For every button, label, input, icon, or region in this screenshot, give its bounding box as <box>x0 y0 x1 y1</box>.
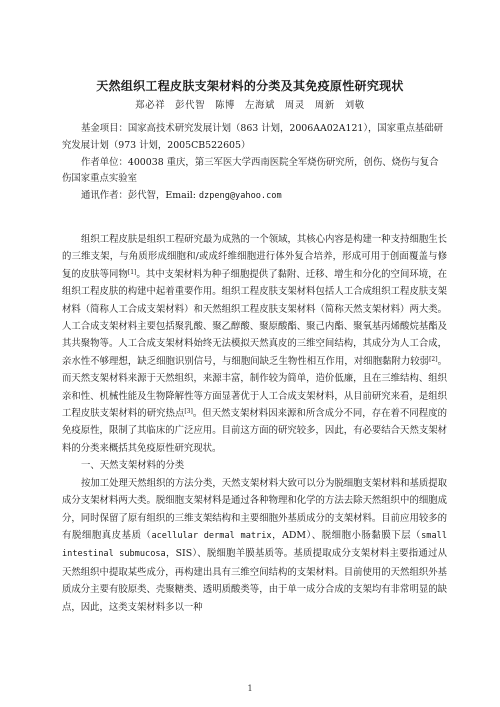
affiliation-note: 作者单位：400038 重庆，第三军医大学西南医院全军烧伤研究所，创伤、烧伤与复合伤国家重点实验室 <box>62 156 439 185</box>
section-heading: 一、天然支架材料的分类 <box>81 460 185 472</box>
intro-text-1: 组织工程皮肤是组织工程研究最为成熟的一个领域，其核心内容是构建一种支持细胞生长的三维支架，与角质形成细胞和/或成纤维细胞进行体外复合培养，形成可用于创面覆盖与修复的皮肤等同物 <box>62 234 447 280</box>
author-list: 郑必祥 彭代智 陈博 左海斌 周灵 周新 刘敬 <box>135 100 365 111</box>
funding-note: 基金项目：国家高技术研究发展计划（863 计划，2006AA02A121），国家重点基础研究发展计划（973 计划，2005CB522605） <box>62 123 444 151</box>
intro-text-2: 。其中支架材料为种子细胞提供了黏附、迁移、增生和分化的空间环境，在组织工程皮肤的构建中起着重要作用。组织工程皮肤支架材料包括人工合成组织工程皮肤支架材料（简称人工合成支架材料）和天然组织工程皮肤支架材料（简称天然支架材料）两大类。人工合成支架材料主要包括聚乳酸、聚乙醇酸、聚原酸酯、聚己内酯、聚氧基丙烯酸烷基酯及其共聚物等。人工合成支架材料始终无法模拟天然真皮的三维空间结构，其成分为人工合成，亲水性不够理想，缺乏细胞识别信号，与细胞间缺乏生物性相互作用，对细胞黏附力较弱 <box>62 268 447 367</box>
contact-label: 通讯作者：彭代智，Email: <box>81 190 199 202</box>
citation-1[interactable]: [1] <box>127 268 137 276</box>
front-matter <box>62 121 447 205</box>
paper-title: 天然组织工程皮肤支架材料的分类及其免疫原性研究现状 <box>96 79 404 93</box>
term-sis: small intestinal submucosa <box>62 530 447 560</box>
section-paragraph <box>62 475 447 616</box>
section-text-1: 按加工处理天然组织的方法分类，天然支架材料大致可以分为脱细胞支架材料和基质提取成分支架材料两大类。脱细胞支架材料是通过各种物理和化学的方法去除天然组织中的细胞成分，同时保留了原有组织的三维支架结构和主要细胞外基质成分的支架材料。目前应用较多的有脱细胞真皮基质（ <box>62 477 447 541</box>
paper-body <box>62 231 447 616</box>
intro-text-3: 。而天然支架材料来源于天然组织，来源丰富，制作较为简单，造价低廉，且在三维结构、组织亲和性、机械性能及生物降解性等方面显著优于人工合成支架材料，从目前研究来看，是组织工程皮肤支架材料的研究热点 <box>62 355 447 420</box>
citation-2[interactable]: [2] <box>429 355 438 363</box>
intro-paragraph <box>62 231 447 457</box>
section-text-2: ，ADM）、脱细胞小肠黏膜下层（ <box>271 529 422 541</box>
email-link[interactable]: dzpeng@yahoo.com <box>198 191 282 202</box>
page-number: 1 <box>247 684 253 693</box>
section-text-3: ，SIS）、脱细胞羊膜基质等。基质提取成分支架材料主要指通过从天然组织中提取某些成分，再构建出具有三维空间结构的支架材料。目前使用的天然组织外基质成分主要有胶原类、壳聚糖类、透明质酸类等，由于单一成分合成的支架均有非常明显的缺点，因此，这类支架材料多以一种 <box>62 548 447 613</box>
intro-text-4: 。但天然支架材料因来源和所含成分不同，存在着不同程度的免疫原性，限制了其临床的广泛应用。目前这方面的研究较多，因此，有必要结合天然支架材料的分类来概括其免疫原性研究现状。 <box>62 408 447 454</box>
citation-3[interactable]: [3] <box>184 408 193 416</box>
term-adm: acellular dermal matrix <box>151 530 272 541</box>
corresponding-author <box>62 188 447 205</box>
